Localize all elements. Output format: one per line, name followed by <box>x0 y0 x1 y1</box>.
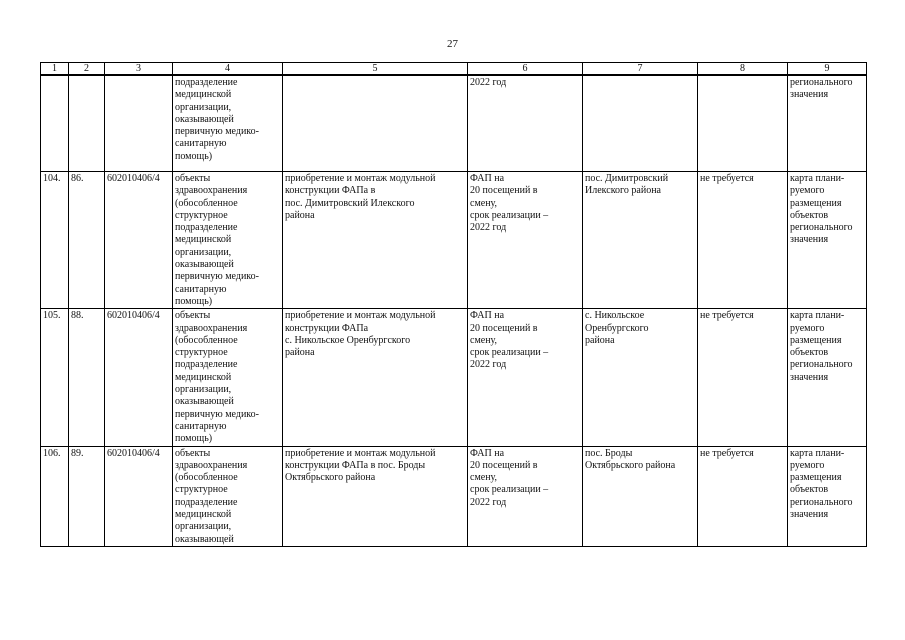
zone-requirement: не требуется <box>698 446 788 546</box>
table-row <box>41 309 867 446</box>
object-location: пос. Димитровский Илекского района <box>583 172 698 309</box>
page-number: 27 <box>447 38 458 50</box>
map-reference: карта плани- руемого размещения объектов регионального значения <box>788 309 867 446</box>
column-number: 9 <box>788 63 867 76</box>
row-sub-index: 86. <box>69 172 105 309</box>
column-number: 5 <box>283 63 468 76</box>
object-characteristics: ФАП на 20 посещений в смену, срок реализации – 2022 год <box>468 172 583 309</box>
row-sub-index <box>69 75 105 172</box>
row-sub-index: 88. <box>69 309 105 446</box>
column-number-row <box>41 63 867 76</box>
row-sub-index: 89. <box>69 446 105 546</box>
object-code: 602010406/4 <box>105 172 173 309</box>
column-number: 8 <box>698 63 788 76</box>
column-number: 1 <box>41 63 69 76</box>
table-row <box>41 75 867 172</box>
object-description: приобретение и монтаж модульной конструкции ФАПа в пос. Димитровский Илекского района <box>283 172 468 309</box>
object-description: приобретение и монтаж модульной конструкции ФАПа в пос. Броды Октябрьского района <box>283 446 468 546</box>
map-reference: карта плани- руемого размещения объектов регионального значения <box>788 172 867 309</box>
document-table <box>40 62 867 547</box>
object-code: 602010406/4 <box>105 309 173 446</box>
object-characteristics: ФАП на 20 посещений в смену, срок реализации – 2022 год <box>468 446 583 546</box>
object-location: пос. Броды Октябрьского района <box>583 446 698 546</box>
row-index: 106. <box>41 446 69 546</box>
object-characteristics: ФАП на 20 посещений в смену, срок реализации – 2022 год <box>468 309 583 446</box>
object-type: объекты здравоохранения (обособленное структурное подразделение медицинской организации, оказывающей первичную медико- санитарную помощь) <box>173 172 283 309</box>
column-number: 2 <box>69 63 105 76</box>
object-code: 602010406/4 <box>105 446 173 546</box>
table-row <box>41 446 867 546</box>
row-index: 105. <box>41 309 69 446</box>
map-reference: карта плани- руемого размещения объектов регионального значения <box>788 446 867 546</box>
column-number: 6 <box>468 63 583 76</box>
column-number: 3 <box>105 63 173 76</box>
object-type: подразделение медицинской организации, оказывающей первичную медико- санитарную помощь) <box>173 75 283 172</box>
zone-requirement <box>698 75 788 172</box>
table-row <box>41 172 867 309</box>
zone-requirement: не требуется <box>698 309 788 446</box>
object-characteristics: 2022 год <box>468 75 583 172</box>
object-code <box>105 75 173 172</box>
object-type: объекты здравоохранения (обособленное структурное подразделение медицинской организации, оказывающей первичную медико- санитарную помощь) <box>173 309 283 446</box>
row-index: 104. <box>41 172 69 309</box>
column-number: 4 <box>173 63 283 76</box>
zone-requirement: не требуется <box>698 172 788 309</box>
row-index <box>41 75 69 172</box>
object-location: с. Никольское Оренбургского района <box>583 309 698 446</box>
object-type: объекты здравоохранения (обособленное структурное подразделение медицинской организации, оказывающей <box>173 446 283 546</box>
object-description: приобретение и монтаж модульной конструкции ФАПа с. Никольское Оренбургского района <box>283 309 468 446</box>
column-number: 7 <box>583 63 698 76</box>
object-location <box>583 75 698 172</box>
object-description <box>283 75 468 172</box>
map-reference: регионального значения <box>788 75 867 172</box>
